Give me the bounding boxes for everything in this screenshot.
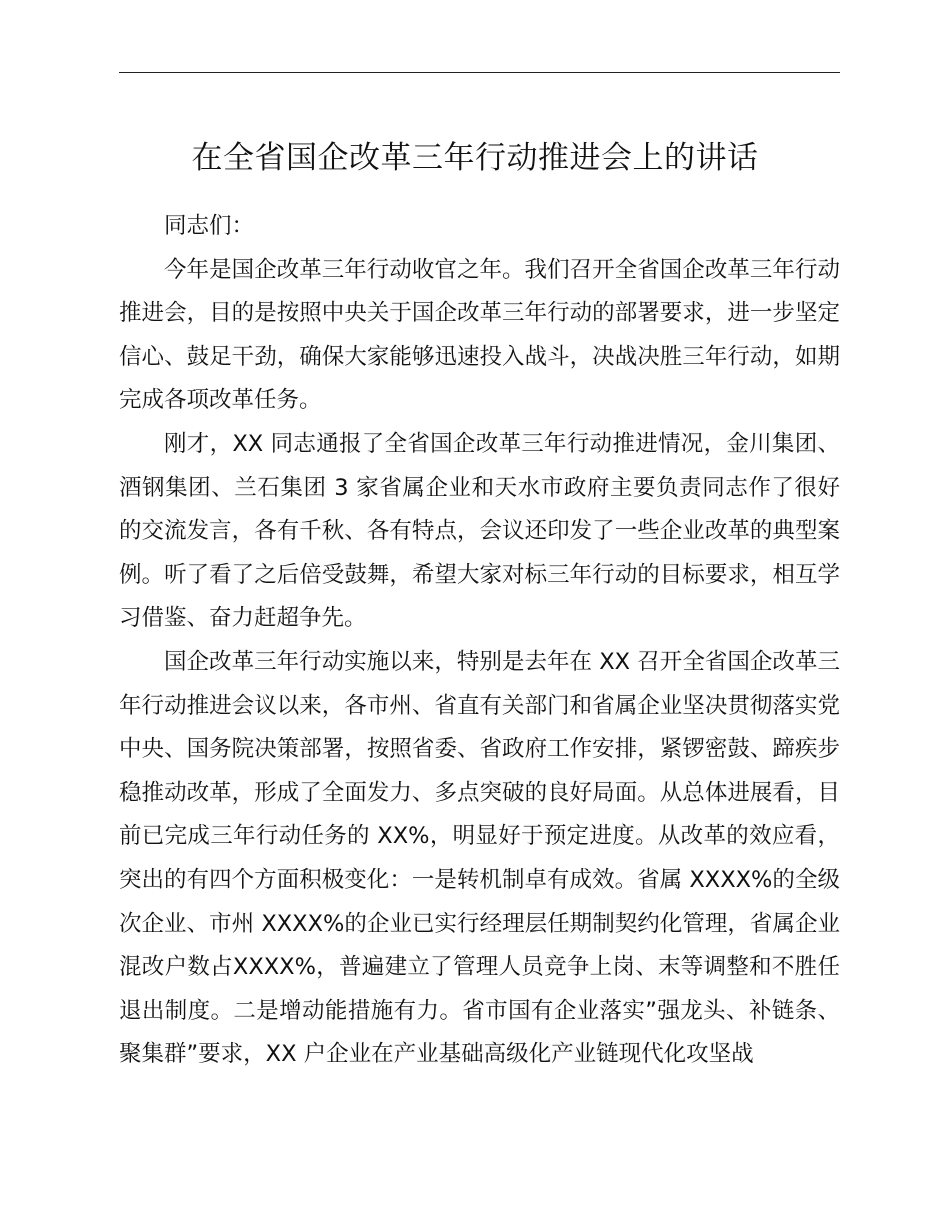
document-title: 在全省国企改革三年行动推进会上的讲话 — [191, 140, 759, 176]
paragraph: 国企改革三年行动实施以来，特别是去年在 XX 召开全省国企改革三年行动推进会议以来，各市州、省直有关部门和省属企业坚决贯彻落实党中央、国务院决策部署，按照省委、省政府工作安排，紧锣密鼓、蹄疾步稳推动改革，形成了全面发力、多点突破的良好局面。从总体进展看，目前已完成三年行动任务的 XX%，明显好于预定进度。从改革的效应看，突出的有四个方面积极变化：一是转机制卓有成效。省属 XXXX%的全级次企业、市州 XXXX%的企业已实行经理层任期制契约化管理，省属企业混改户数占XXXX%，普遍建立了管理人员竞争上岗、末等调整和不胜任退出制度。二是增动能措施有力。省市国有企业落实”强龙头、补链条、聚集群”要求，XX 户企业在产业基础高级化产业链现代化攻坚战 — [119, 648, 840, 1068]
salutation: 同志们： — [164, 213, 255, 239]
paragraph: 今年是国企改革三年行动收官之年。我们召开全省国企改革三年行动推进会，目的是按照中央关于国企改革三年行动的部署要求，进一步坚定信心、鼓足干劲，确保大家能够迅速投入战斗，决战决胜三年行动，如期完成各项改革任务。 — [119, 256, 840, 414]
document-body — [119, 205, 840, 1077]
header-rule — [119, 72, 840, 73]
paragraph: 刚才，XX 同志通报了全省国企改革三年行动推进情况，金川集团、酒钢集团、兰石集团 3 家省属企业和天水市政府主要负责同志作了很好的交流发言，各有千秋、各有特点，会议还印发了一些企业改革的典型案例。听了看了之后倍受鼓舞，希望大家对标三年行动的目标要求，相互学习借鉴、奋力赶超争先。 — [119, 430, 840, 632]
